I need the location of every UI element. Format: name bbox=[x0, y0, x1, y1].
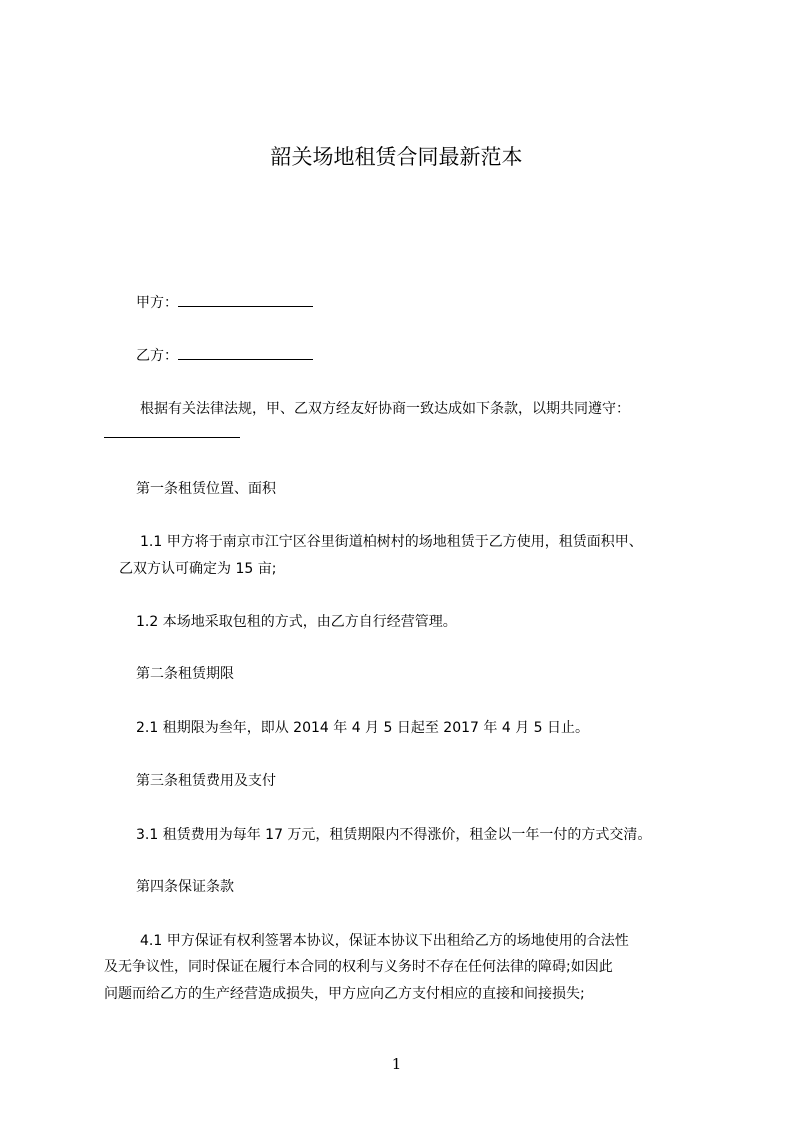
clause-3-1: 3.1 租赁费用为每年 17 万元，租赁期限内不得涨价，租金以一年一付的方式交清。 bbox=[136, 827, 652, 843]
clause-4-1-line-2: 及无争议性，同时保证在履行本合同的权利与义务时不存在任何法律的障碍;如因此 bbox=[104, 959, 613, 975]
clause-4-1-line-3: 问题而给乙方的生产经营造成损失，甲方应向乙方支付相应的直接和间接损失; bbox=[104, 986, 585, 1002]
article-1-heading: 第一条租赁位置、面积 bbox=[136, 481, 276, 497]
page-number: 1 bbox=[391, 1055, 402, 1073]
party-a-line bbox=[136, 292, 313, 313]
document-title: 韶关场地租赁合同最新范本 bbox=[270, 145, 523, 169]
party-b-line bbox=[136, 345, 313, 366]
clause-1-1-line-2: 乙双方认可确定为 15 亩; bbox=[119, 561, 277, 577]
party-b-label: 乙方： bbox=[136, 348, 178, 364]
preamble-text: 根据有关法律法规，甲、乙双方经友好协商一致达成如下条款，以期共同遵守： bbox=[140, 401, 630, 417]
article-2-heading: 第二条租赁期限 bbox=[136, 666, 234, 682]
party-a-label: 甲方： bbox=[136, 295, 178, 311]
clause-2-1: 2.1 租期限为叁年，即从 2014 年 4 月 5 日起至 2017 年 4 月 5 日止。 bbox=[136, 720, 590, 736]
article-3-heading: 第三条租赁费用及支付 bbox=[136, 773, 276, 789]
preamble-continuation bbox=[104, 423, 240, 444]
party-a-blank bbox=[178, 292, 313, 307]
clause-4-1-line-1: 4.1 甲方保证有权利签署本协议，保证本协议下出租给乙方的场地使用的合法性 bbox=[140, 933, 629, 949]
preamble-blank bbox=[104, 423, 240, 438]
party-b-blank bbox=[178, 345, 313, 360]
article-4-heading: 第四条保证条款 bbox=[136, 879, 234, 895]
clause-1-1-line-1: 1.1 甲方将于南京市江宁区谷里街道柏树村的场地租赁于乙方使用，租赁面积甲、 bbox=[140, 534, 643, 550]
clause-1-2: 1.2 本场地采取包租的方式，由乙方自行经营管理。 bbox=[136, 614, 457, 630]
